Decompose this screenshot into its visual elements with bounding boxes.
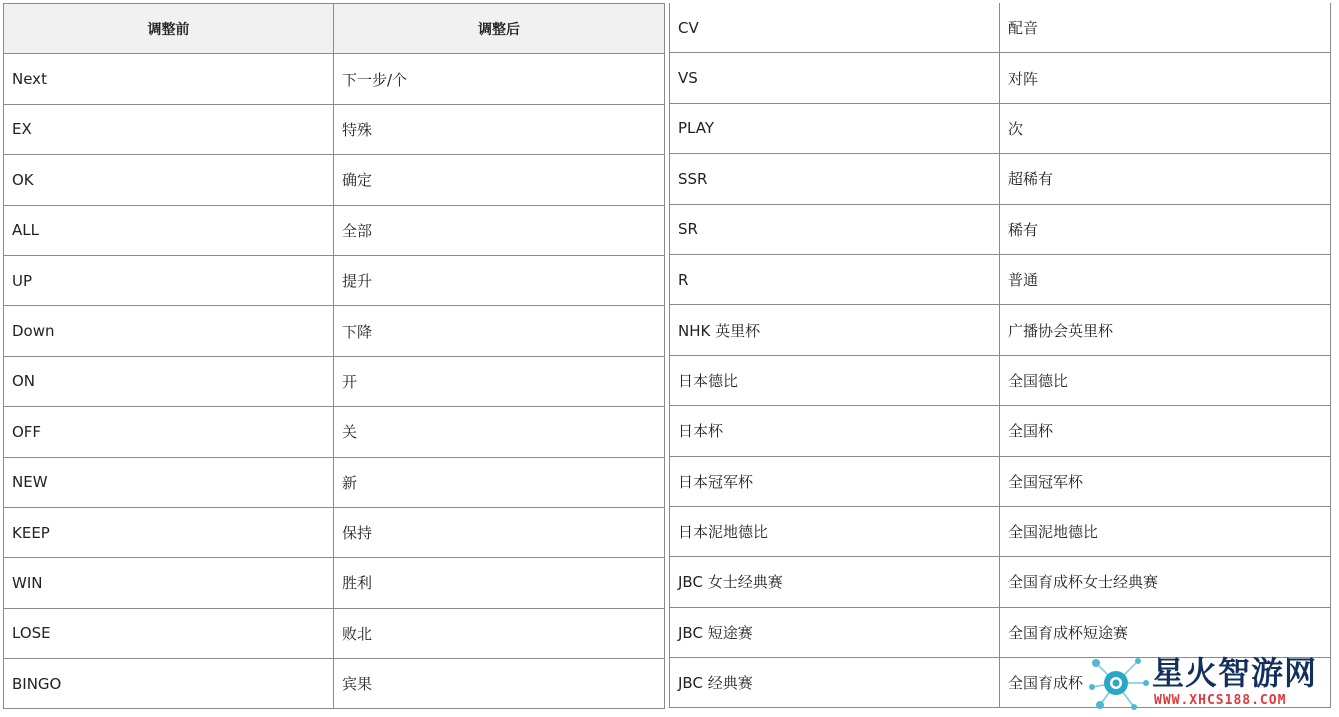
cell-after: 确定 xyxy=(334,155,665,205)
cell-before: SSR xyxy=(670,154,1000,204)
table-row xyxy=(4,457,665,507)
cell-after: 超稀有 xyxy=(1000,154,1331,204)
table-row xyxy=(4,558,665,608)
cell-before: WIN xyxy=(4,558,334,608)
cell-after: 宾果 xyxy=(334,659,665,709)
table-row xyxy=(4,306,665,356)
left-comparison-table xyxy=(3,3,665,709)
cell-after: 全国育成杯 xyxy=(1000,658,1331,708)
cell-after: 全国德比 xyxy=(1000,355,1331,405)
table-row xyxy=(4,356,665,406)
cell-after: 关 xyxy=(334,407,665,457)
table-row xyxy=(670,254,1331,304)
cell-after: 对阵 xyxy=(1000,53,1331,103)
table-row xyxy=(4,205,665,255)
cell-after: 全国泥地德比 xyxy=(1000,506,1331,556)
table-row xyxy=(670,154,1331,204)
cell-after: 稀有 xyxy=(1000,204,1331,254)
table-row xyxy=(670,53,1331,103)
cell-after: 胜利 xyxy=(334,558,665,608)
cell-before: OK xyxy=(4,155,334,205)
cell-after: 普通 xyxy=(1000,254,1331,304)
right-comparison-table xyxy=(669,3,1331,708)
table-row xyxy=(670,658,1331,708)
table-row xyxy=(4,54,665,104)
cell-before: ALL xyxy=(4,205,334,255)
cell-after: 开 xyxy=(334,356,665,406)
table-row xyxy=(4,608,665,658)
cell-after: 次 xyxy=(1000,103,1331,153)
cell-before: JBC 女士经典赛 xyxy=(670,557,1000,607)
cell-after: 保持 xyxy=(334,507,665,557)
table-row xyxy=(670,406,1331,456)
cell-before: JBC 短途赛 xyxy=(670,607,1000,657)
cell-after: 提升 xyxy=(334,255,665,305)
cell-before: JBC 经典赛 xyxy=(670,658,1000,708)
table-row xyxy=(670,355,1331,405)
cell-before: OFF xyxy=(4,407,334,457)
table-row xyxy=(670,3,1331,53)
table-row xyxy=(670,607,1331,657)
cell-before: 日本杯 xyxy=(670,406,1000,456)
cell-before: SR xyxy=(670,204,1000,254)
header-after: 调整后 xyxy=(334,4,665,54)
cell-after: 广播协会英里杯 xyxy=(1000,305,1331,355)
cell-before: UP xyxy=(4,255,334,305)
header-row xyxy=(4,4,665,54)
table-row xyxy=(670,204,1331,254)
cell-before: CV xyxy=(670,3,1000,53)
cell-before: 日本泥地德比 xyxy=(670,506,1000,556)
cell-after: 特殊 xyxy=(334,104,665,154)
cell-before: ON xyxy=(4,356,334,406)
cell-before: PLAY xyxy=(670,103,1000,153)
cell-before: EX xyxy=(4,104,334,154)
cell-before: 日本德比 xyxy=(670,355,1000,405)
cell-before: KEEP xyxy=(4,507,334,557)
cell-after: 下一步/个 xyxy=(334,54,665,104)
cell-after: 败北 xyxy=(334,608,665,658)
cell-before: 日本冠军杯 xyxy=(670,456,1000,506)
cell-before: Down xyxy=(4,306,334,356)
cell-after: 下降 xyxy=(334,306,665,356)
table-row xyxy=(670,305,1331,355)
table-row xyxy=(4,659,665,709)
table-row xyxy=(4,507,665,557)
cell-after: 新 xyxy=(334,457,665,507)
cell-before: R xyxy=(670,254,1000,304)
cell-after: 全国冠军杯 xyxy=(1000,456,1331,506)
table-row xyxy=(4,155,665,205)
cell-before: Next xyxy=(4,54,334,104)
cell-after: 全国育成杯短途赛 xyxy=(1000,607,1331,657)
cell-after: 全国育成杯女士经典赛 xyxy=(1000,557,1331,607)
cell-before: VS xyxy=(670,53,1000,103)
table-row xyxy=(4,255,665,305)
cell-after: 全部 xyxy=(334,205,665,255)
cell-after: 配音 xyxy=(1000,3,1331,53)
cell-before: BINGO xyxy=(4,659,334,709)
table-row xyxy=(670,103,1331,153)
cell-before: NEW xyxy=(4,457,334,507)
table-row xyxy=(670,506,1331,556)
table-row xyxy=(670,456,1331,506)
table-row xyxy=(670,557,1331,607)
table-row xyxy=(4,407,665,457)
watermark-url: WWW.XHCS188.COM xyxy=(1154,693,1287,708)
cell-before: LOSE xyxy=(4,608,334,658)
table-row xyxy=(4,104,665,154)
cell-before: NHK 英里杯 xyxy=(670,305,1000,355)
header-before: 调整前 xyxy=(4,4,334,54)
watermark-title: 星火智游网 xyxy=(1152,654,1318,692)
cell-after: 全国杯 xyxy=(1000,406,1331,456)
